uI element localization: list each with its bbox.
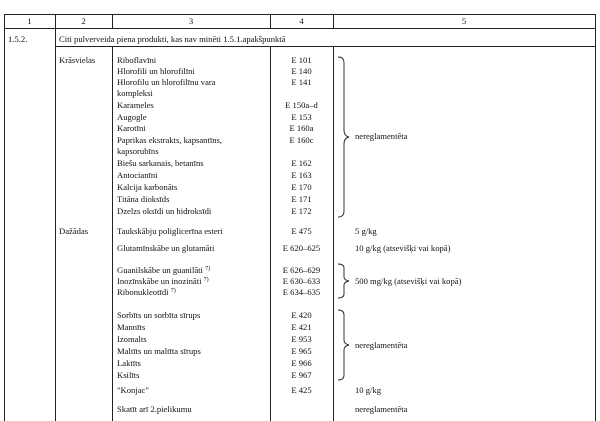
col-border-1 bbox=[55, 14, 56, 421]
colour-item-name-cont: kapsorubīns bbox=[117, 146, 159, 156]
ribo-item-code: E 630–633 bbox=[282, 276, 321, 286]
group-colours-name: Krāsvielas bbox=[59, 55, 96, 65]
polyol-group-limit: nereglamentēta bbox=[355, 340, 408, 350]
ribo-item-name: Inozīnskābe un inozināti $^{7)}$ bbox=[117, 276, 209, 286]
colour-item-code: E 163 bbox=[291, 170, 312, 180]
colour-item-code: E 160a bbox=[289, 123, 314, 133]
colour-item-code: E 172 bbox=[291, 206, 312, 216]
colours-policy: nereglamentēta bbox=[355, 131, 408, 141]
polyol-item-name: Mannīts bbox=[117, 322, 146, 332]
colour-item-name: Karotīni bbox=[117, 123, 146, 133]
header-bottom-border bbox=[4, 28, 596, 29]
colour-item-name: Antocianīni bbox=[117, 170, 158, 180]
colour-item-code: E 170 bbox=[291, 182, 312, 192]
polyol-item-code: E 967 bbox=[291, 370, 312, 380]
col-border-5 bbox=[595, 14, 596, 421]
colour-item-code: E 150a–d bbox=[285, 100, 318, 110]
colour-item-code: E 140 bbox=[291, 66, 312, 76]
misc-item-limit: 10 g/kg (atsevišķi vai kopā) bbox=[355, 243, 451, 253]
colour-item-name: Karameles bbox=[117, 100, 154, 110]
polyol-item-name: Izomalts bbox=[117, 334, 147, 344]
header-col-2: 2 bbox=[81, 16, 86, 26]
ribo-item-code: E 626–629 bbox=[282, 265, 321, 275]
ribo-item-code: E 634–635 bbox=[282, 287, 321, 297]
colour-item-name: Dzelzs oksīdi un hidroksīdi bbox=[117, 206, 212, 216]
colour-item-name: Hlorofili un hlorofilīni bbox=[117, 66, 195, 76]
annex-limit: nereglamentēta bbox=[355, 404, 408, 414]
colour-item-code: E 141 bbox=[291, 77, 312, 87]
misc-item-limit: 5 g/kg bbox=[355, 226, 377, 236]
polyol-item-code: E 953 bbox=[291, 334, 312, 344]
misc-item-code: E 475 bbox=[291, 226, 312, 236]
polyol-item-name: Maltīts un maltīta sīrups bbox=[117, 346, 201, 356]
colour-item-name: Biešu sarkanais, betanīns bbox=[117, 158, 204, 168]
colour-item-name: Augogle bbox=[117, 112, 147, 122]
ribo-item-name: Guanilskābe un guanilāti $^{7)}$ bbox=[117, 265, 211, 275]
group-misc-name: Dažādas bbox=[59, 226, 89, 236]
ribo-item-name: Ribonukleotīdi $^{7)}$ bbox=[117, 287, 176, 297]
header-col-3: 3 bbox=[188, 16, 194, 26]
konjac-name: "Konjac" bbox=[117, 385, 149, 395]
konjac-code: E 425 bbox=[291, 385, 312, 395]
header-col-5: 5 bbox=[461, 16, 467, 26]
misc-item-name: Glutamīnskābe un glutamāti bbox=[117, 243, 215, 253]
konjac-limit: 10 g/kg bbox=[355, 385, 382, 395]
section-row-border bbox=[55, 46, 596, 47]
misc-item-code: E 620–625 bbox=[282, 243, 321, 253]
polyol-item-code: E 965 bbox=[291, 346, 312, 356]
colour-item-code: E 101 bbox=[291, 55, 312, 65]
section-title: Citi pulverveida piena produkti, kas nav minēti 1.5.1.apakšpunktā bbox=[59, 34, 286, 44]
colour-item-name: Titāna dioksīds bbox=[117, 194, 170, 204]
colour-item-name: Hlorofilu un hlorofilīnu vara bbox=[117, 77, 216, 87]
footnote-ref: 7) bbox=[170, 288, 176, 294]
col-border-2b bbox=[112, 46, 113, 421]
colour-item-code: E 153 bbox=[291, 112, 312, 122]
header-col-1: 1 bbox=[27, 16, 32, 26]
polyol-item-code: E 420 bbox=[291, 310, 312, 320]
colour-item-name: Riboflavīni bbox=[117, 55, 157, 65]
polyol-item-name: Laktīts bbox=[117, 358, 141, 368]
footnote-ref: 7) bbox=[203, 277, 209, 283]
footnote-ref: 7) bbox=[205, 266, 211, 272]
polyol-brace bbox=[336, 309, 350, 381]
colour-item-name-cont: kompleksi bbox=[117, 88, 153, 98]
annex-note: Skatīt arī 2.pielikumu bbox=[117, 404, 192, 414]
colour-item-code: E 171 bbox=[291, 194, 312, 204]
ribo-brace bbox=[336, 263, 350, 299]
polyol-item-name: Sorbīts un sorbīta sīrups bbox=[117, 310, 201, 320]
colours-brace bbox=[336, 56, 350, 218]
misc-item-name: Taukskābju poliglicerīna esteri bbox=[117, 226, 223, 236]
col-border-4b bbox=[333, 46, 334, 421]
polyol-item-name: Ksilīts bbox=[117, 370, 140, 380]
header-col-4: 4 bbox=[299, 16, 304, 26]
ribo-group-limit: 500 mg/kg (atsevišķi vai kopā) bbox=[355, 276, 462, 286]
polyol-item-code: E 966 bbox=[291, 358, 312, 368]
colour-item-name: Paprikas ekstrakts, kapsantīns, bbox=[117, 135, 223, 145]
colour-item-name: Kalcija karbonāts bbox=[117, 182, 178, 192]
section-code: 1.5.2. bbox=[8, 34, 28, 44]
table-top-border bbox=[4, 14, 596, 15]
polyol-item-code: E 421 bbox=[291, 322, 312, 332]
colour-item-code: E 160c bbox=[289, 135, 314, 145]
col-border-0 bbox=[4, 14, 5, 421]
colour-item-code: E 162 bbox=[291, 158, 312, 168]
